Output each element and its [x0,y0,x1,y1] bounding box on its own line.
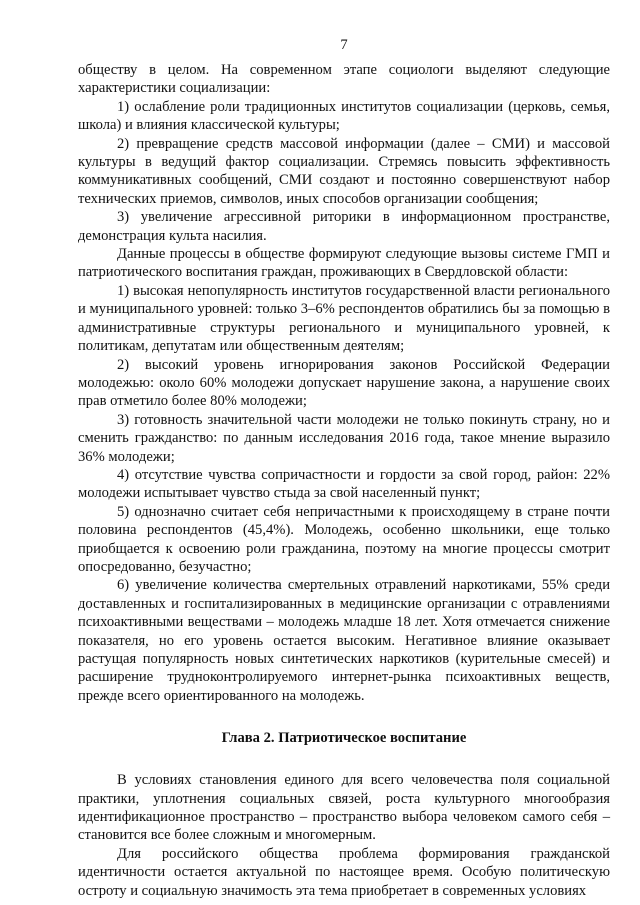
list-item-ignoring-laws: 2) высокий уровень игнорирования законов Российской Федерации молодежью: около 60% молодежи допускает нарушение закона, а нарушение своих прав отметило более 80% молодежи; [78,356,610,410]
paragraph-civic-identity: Для российского общества проблема формирования гражданской идентичности остается актуальной по настоящее время. Особую политическую остроту и социальную значимость эта тема приобретает в современных условиях [78,845,610,899]
list-item-leaving-country: 3) готовность значительной части молодежи не только покинуть страну, но и сменить гражданство: по данным исследования 2016 года, такое мнение выразило 36% молодежи; [78,411,610,465]
list-item-non-involvement: 5) однозначно считает себя непричастными к происходящему в стране почти половина респондентов (45,4%). Молодежь, особенно школьники, еще только приобщается к освоению роли гражданина, поэтому на многие процессы смотрит опосредованно, безучастно; [78,503,610,575]
list-item-drug-poisonings: 6) увеличение количества смертельных отравлений наркотиками, 55% среди доставленных и госпитализированных в медицинские организации с отравлениями психоактивными веществами – молодежь младше 18 лет. Хотя отмечается снижение показателя, но его уровень остается высоким. Негативное влияние оказывает растущая популярность новых синтетических наркотиков (курительные смесей) и расширение трудноконтролируемого интернет-рынка психоактивных веществ, прежде всего ориентированного на молодежь. [78,577,610,704]
list-item-unpopular-institutions: 1) высокая непопулярность институтов государственной власти регионального и муниципального уровней: только 3–6% респондентов обратились бы за помощью в административные структуры регионального и муниципального уровней, к политикам, депутатам или общественным деятелям; [78,282,610,355]
paragraph-challenges-intro: Данные процессы в обществе формируют следующие вызовы системе ГМП и патриотического воспитания граждан, проживающих в Свердловской области: [78,246,610,281]
document-page [78,36,610,900]
page-number: 7 [340,37,348,53]
list-item-aggressive-rhetoric: 3) увеличение агрессивной риторики в информационном пространстве, демонстрация культа насилия. [78,209,610,244]
paragraph-continuation: обществу в целом. На современном этапе социологи выделяют следующие характеристики социализации: [78,62,610,97]
list-item-weakening-institutions: 1) ослабление роли традиционных институтов социализации (церковь, семья, школа) и влияния классической культуры; [78,98,610,134]
list-item-mass-media: 2) превращение средств массовой информации (далее – СМИ) и массовой культуры в ведущий фактор социализации. Стремясь повысить эффективность коммуникативных сообщений, СМИ создают и постоянно совершенствуют набор технических приемов, символов, иных способов организации сообщения; [78,135,610,207]
paragraph-identity-space: В условиях становления единого для всего человечества поля социальной практики, уплотнения социальных связей, роста культурного многообразия идентификационное пространство – пространство выбора человеком самого себя – становится все более сложным и многомерным. [78,772,610,844]
list-item-lack-of-pride: 4) отсутствие чувства сопричастности и гордости за свой город, район: 22% молодежи испытывает чувство стыда за свой населенный пункт; [78,466,610,502]
chapter-heading: Глава 2. Патриотическое воспитание [221,730,467,747]
